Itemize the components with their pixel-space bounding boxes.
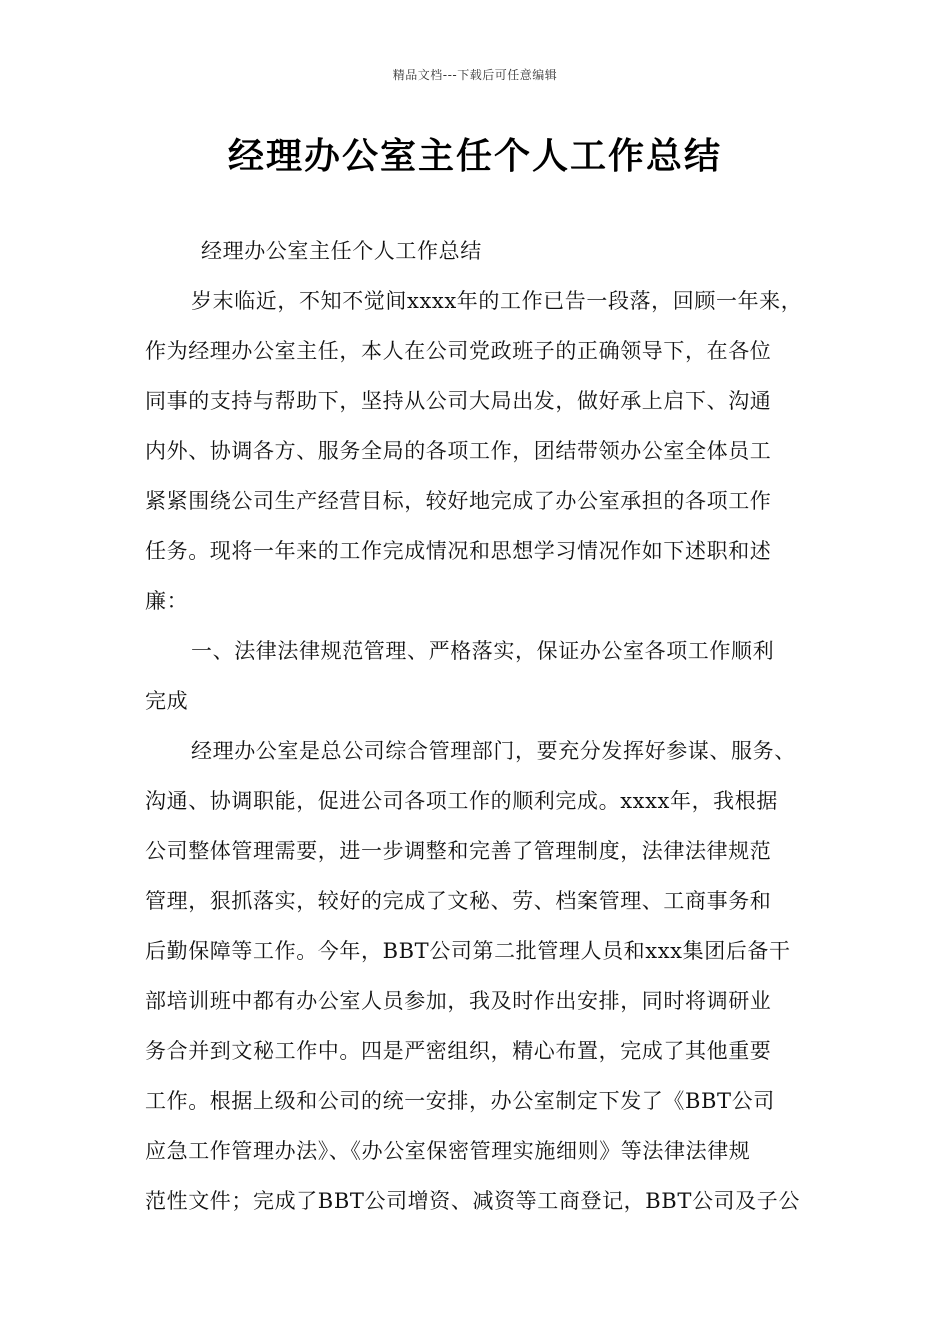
paragraph-line: 经理办公室是总公司综合管理部门，要充分发挥好参谋、服务、 <box>191 739 796 763</box>
paragraph-line: 同事的支持与帮助下，坚持从公司大局出发，做好承上启下、沟通 <box>145 389 772 413</box>
paragraph-line: 岁末临近，不知不觉间xxxx年的工作已告一段落，回顾一年来， <box>191 289 803 313</box>
paragraph-line: 紧紧围绕公司生产经营目标，较好地完成了办公室承担的各项工作 <box>145 489 772 513</box>
document-body <box>145 226 815 1226</box>
paragraph-line: 工作。根据上级和公司的统一安排，办公室制定下发了《BBT公司 <box>145 1089 775 1113</box>
paragraph-line: 部培训班中都有办公室人员参加，我及时作出安排，同时将调研业 <box>145 989 772 1013</box>
paragraph-line: 管理，狠抓落实，较好的完成了文秘、劳、档案管理、工商事务和 <box>145 889 772 913</box>
paragraph-line: 公司整体管理需要，进一步调整和完善了管理制度，法律法律规范 <box>145 839 772 863</box>
paragraph-line: 后勤保障等工作。今年，BBT公司第二批管理人员和xxx集团后备干 <box>145 939 791 963</box>
paragraph-line: 范性文件；完成了BBT公司增资、减资等工商登记，BBT公司及子公 <box>145 1189 800 1213</box>
section-heading-line: 完成 <box>145 689 189 713</box>
paragraph-line: 作为经理办公室主任，本人在公司党政班子的正确领导下，在各位 <box>145 339 772 363</box>
paragraph-line: 廉： <box>145 589 189 613</box>
body-subtitle: 经理办公室主任个人工作总结 <box>201 239 482 263</box>
paragraph-line: 内外、协调各方、服务全局的各项工作，团结带领办公室全体员工 <box>145 439 772 463</box>
paragraph-line: 应急工作管理办法》、《办公室保密管理实施细则》等法律法律规 <box>145 1139 751 1163</box>
paragraph-line: 务合并到文秘工作中。四是严密组织，精心布置，完成了其他重要 <box>145 1039 772 1063</box>
document-title: 经理办公室主任个人工作总结 <box>227 136 722 177</box>
paragraph-line: 沟通、协调职能，促进公司各项工作的顺利完成。xxxx年，我根据 <box>145 789 778 813</box>
paragraph-line: 任务。现将一年来的工作完成情况和思想学习情况作如下述职和述 <box>145 539 772 563</box>
section-heading-line: 一、法律法律规范管理、严格落实，保证办公室各项工作顺利 <box>191 639 775 663</box>
header-note: 精品文档---下载后可任意编辑 <box>392 68 558 82</box>
